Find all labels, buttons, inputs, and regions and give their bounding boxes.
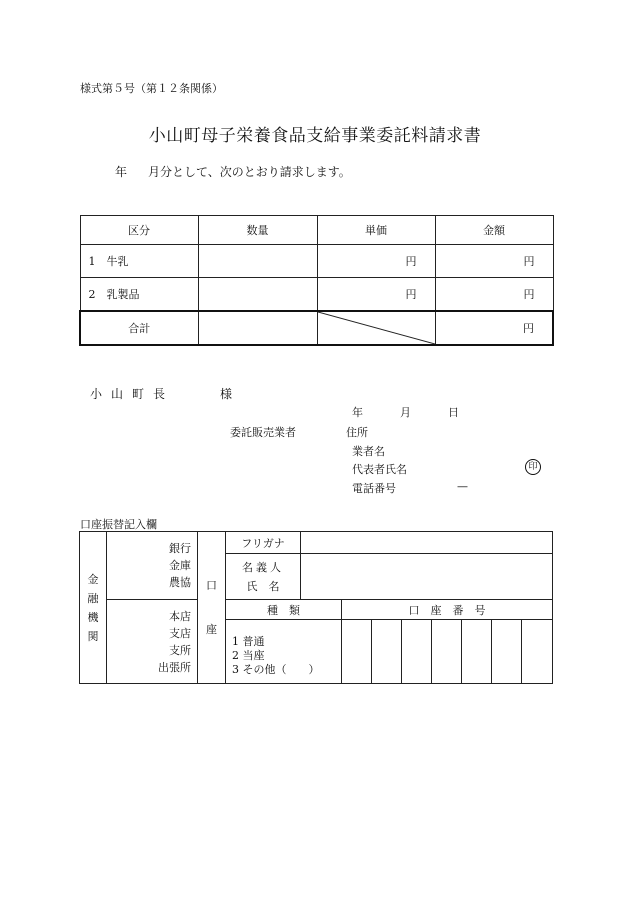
account-number-header: 口 座 番 号 (342, 600, 553, 620)
business-name-label: 業者名 (352, 445, 385, 458)
kind-option-ordinary[interactable]: 1 普通 (232, 634, 265, 648)
total-row (80, 311, 553, 345)
quantity-field-milk[interactable] (198, 245, 317, 278)
branch-type-office: 出張所 (158, 660, 191, 674)
page-title: 小山町母子栄養食品支給事業委託料請求書 (148, 126, 482, 146)
total-quantity-field[interactable] (198, 311, 317, 345)
seal-mark: 印 (525, 459, 541, 475)
table-row (80, 245, 553, 278)
date-month: 月 (400, 406, 411, 419)
total-label: 合計 (80, 311, 198, 345)
bank-type-list (107, 532, 198, 600)
holder-name-labels (226, 554, 301, 600)
branch-type-list (107, 600, 198, 684)
institution-label-text: 金融機関 (87, 572, 99, 643)
holder-name-field[interactable] (301, 554, 553, 600)
intro-year: 年 (115, 165, 128, 179)
phone-label: 電話番号 (352, 482, 396, 495)
amount-field-dairy[interactable]: 円 (435, 278, 553, 312)
date-day: 日 (448, 406, 459, 419)
form-number: 様式第５号（第１２条関係） (80, 82, 223, 95)
kind-option-other[interactable]: 3 その他（ ） (232, 662, 320, 676)
name-label: 氏 名 (246, 579, 280, 593)
billing-table (79, 215, 554, 346)
account-label-text: 口座 (206, 578, 217, 636)
row-label-milk: 1 牛乳 (80, 245, 198, 278)
branch-type-main: 本店 (169, 609, 191, 623)
contractor-label: 委託販売業者 (230, 426, 296, 439)
furigana-field[interactable] (301, 532, 553, 554)
account-digit-2[interactable] (372, 620, 402, 684)
intro-text: 月分として、次のとおり請求します。 (148, 165, 351, 179)
representative-label: 代表者氏名 (352, 463, 407, 476)
total-unit-price-void (317, 311, 435, 345)
address-label: 住所 (346, 426, 368, 439)
quantity-field-dairy[interactable] (198, 278, 317, 312)
holder-label: 名義人 (242, 560, 284, 574)
diagonal-strike (318, 312, 435, 344)
branch-type-sub: 支所 (169, 643, 191, 657)
account-digit-3[interactable] (402, 620, 432, 684)
bank-type-bank: 銀行 (169, 542, 191, 555)
row-label-dairy: 2 乳製品 (80, 278, 198, 312)
account-digit-7[interactable] (522, 620, 553, 684)
account-digit-5[interactable] (462, 620, 492, 684)
furigana-label: フリガナ (226, 532, 301, 554)
account-digit-6[interactable] (492, 620, 522, 684)
branch-type-branch: 支店 (169, 626, 191, 640)
kind-header: 種 類 (226, 600, 342, 620)
account-digit-1[interactable] (342, 620, 372, 684)
unit-price-field-dairy[interactable]: 円 (317, 278, 435, 312)
account-kind-options (226, 620, 342, 684)
amount-field-milk[interactable]: 円 (435, 245, 553, 278)
account-table (79, 531, 553, 684)
header-unit-price: 単価 (317, 216, 435, 245)
bank-type-agri: 農協 (169, 576, 191, 589)
unit-price-field-milk[interactable]: 円 (317, 245, 435, 278)
account-digit-4[interactable] (432, 620, 462, 684)
account-label (198, 532, 226, 684)
account-section-title: 口座振替記入欄 (80, 518, 157, 531)
header-quantity: 数量 (198, 216, 317, 245)
date-year: 年 (352, 406, 363, 419)
header-category: 区分 (80, 216, 198, 245)
phone-separator: — (457, 480, 468, 493)
billing-header-row (80, 216, 553, 245)
institution-label (80, 532, 107, 684)
bank-type-credit: 金庫 (169, 559, 191, 572)
addressee-name: 小山町長 (90, 387, 175, 401)
total-amount-field[interactable]: 円 (435, 311, 553, 345)
kind-option-current[interactable]: 2 当座 (232, 648, 265, 662)
addressee-honorific: 様 (220, 387, 233, 401)
table-row (80, 278, 553, 312)
header-amount: 金額 (435, 216, 553, 245)
